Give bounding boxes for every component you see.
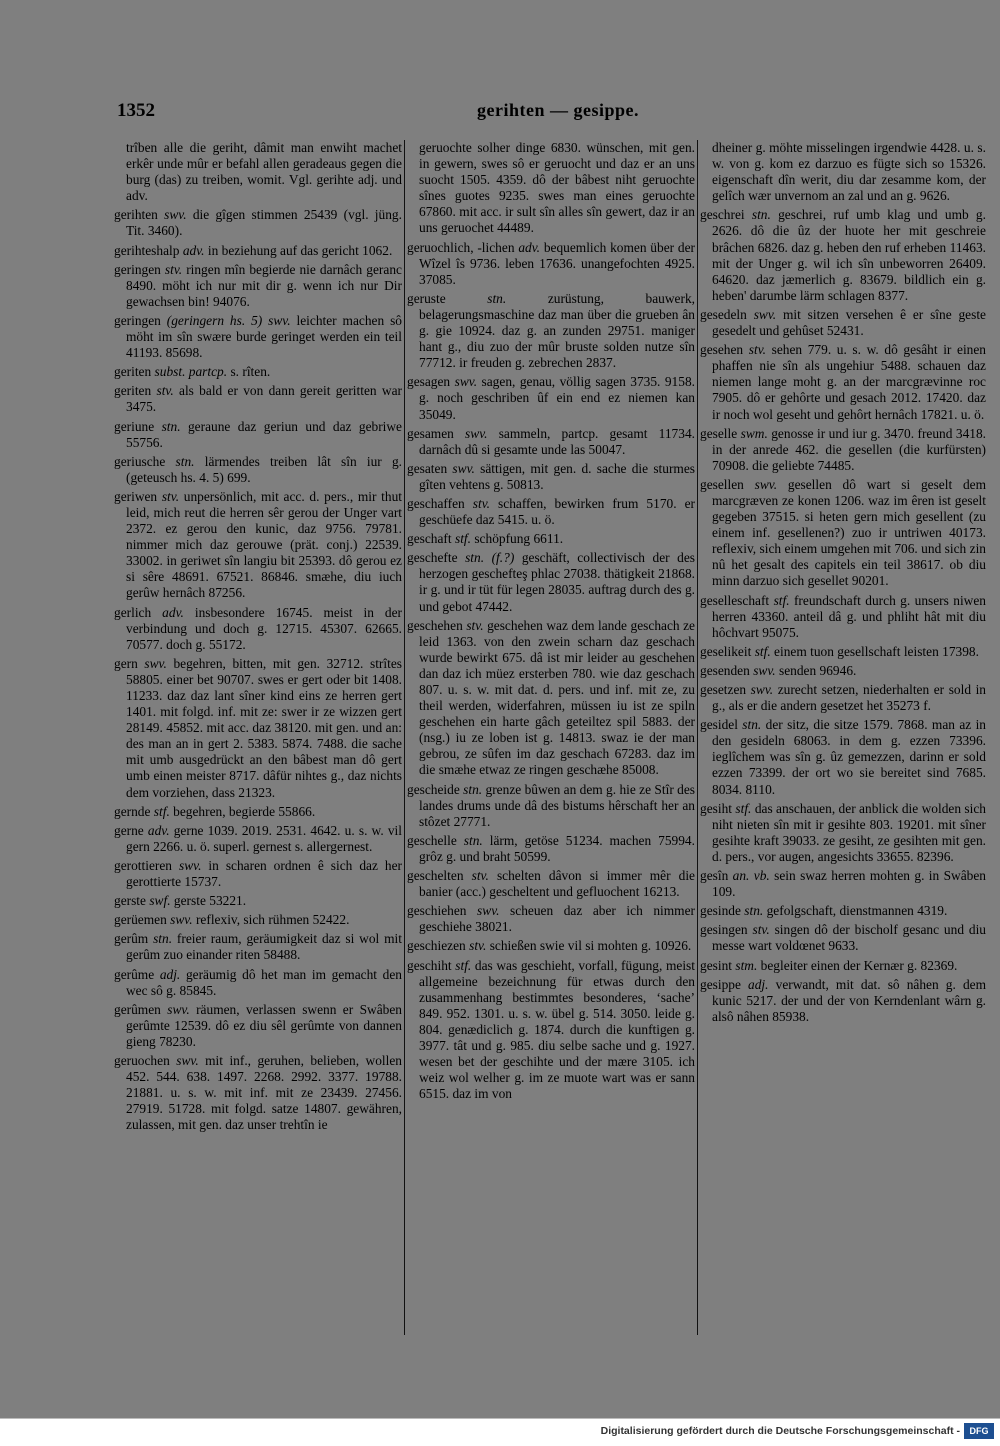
grammar-label: swv. bbox=[477, 903, 500, 919]
headword: gesenden bbox=[700, 662, 750, 678]
entry-text: lärmendes treiben lât sîn iur g. (geteusch hs. 4. 5) 699. bbox=[126, 453, 402, 485]
dictionary-entry bbox=[700, 903, 986, 919]
dictionary-entry bbox=[700, 593, 986, 641]
entry-text: mit inf., geruhen, belieben, wollen 452. 544. 638. 1497. 2268. 2992. 3377. 19788. 21881. u. s. w. mit inf. mit ze 23439. 27456. 27919. 51728. mit folgd. satze 14807. gewähren, zulassen, mit gen. daz unser trehtîn ie bbox=[126, 1052, 402, 1133]
grammar-label: swm. bbox=[740, 425, 768, 441]
dictionary-entry bbox=[700, 958, 986, 974]
dictionary-entry bbox=[700, 426, 986, 474]
headword: geriusche bbox=[114, 453, 166, 469]
headword: gern bbox=[114, 655, 138, 671]
dictionary-entry bbox=[407, 461, 695, 493]
grammar-label: stn. bbox=[751, 207, 771, 223]
headword: gescheide bbox=[407, 781, 460, 797]
entry-text: begehren, begierde 55866. bbox=[173, 803, 316, 819]
headword: geriwen bbox=[114, 488, 158, 504]
dictionary-entry bbox=[114, 1002, 402, 1050]
column-divider bbox=[404, 140, 405, 1335]
entry-text: s. rîten. bbox=[230, 364, 271, 380]
dictionary-entry bbox=[407, 868, 695, 900]
entry-text: geräumig dô het man im gemacht den wec sô g. 85845. bbox=[126, 966, 402, 998]
headword: gesinde bbox=[700, 903, 741, 919]
dictionary-entry bbox=[700, 682, 986, 714]
headword: gesîn bbox=[700, 868, 729, 884]
funding-notice: Digitalisierung gefördert durch die Deutsche Forschungsgemeinschaft - bbox=[600, 1425, 960, 1437]
grammar-label: stv. bbox=[156, 383, 174, 399]
dictionary-entry bbox=[407, 938, 695, 954]
entry-text: sättigen, mit gen. d. sache die sturmes gîten vehtens g. 50813. bbox=[419, 460, 695, 492]
dictionary-entry bbox=[407, 618, 695, 779]
entry-text: gerste 53221. bbox=[173, 893, 247, 909]
entry-text: das was geschieht, vorfall, fügung, meist allgemeine bezeichnung für etwas durch den zusammenhang bestimmtes besonderes, ‘sache’ 849. 952. 1301. u. s. w. übel g. 514. 3050. leide g. 804. genædiclich g. 1874. durch die kunftigen g. 3977. tât und g. 985. diu selbe sache und g. 1927. wesen bet der geschihte und der mære 3105. ich weiz wol welher g. im ze muote wart was er sann 6515. daz im von bbox=[419, 957, 695, 1102]
page-number: 1352 bbox=[117, 100, 155, 121]
headword: geschrei bbox=[700, 207, 745, 223]
headword: gesehen bbox=[700, 342, 744, 358]
entry-text: die gîgen stimmen 25439 (vgl. jüng. Tit. 3460). bbox=[126, 207, 402, 239]
grammar-label: swv. bbox=[144, 655, 167, 671]
entry-text: sammeln, partcp. gesamt 11734. darnâch dû si gesamte unde las 50047. bbox=[419, 425, 695, 457]
headword: gerihten bbox=[114, 207, 158, 223]
entry-text: begehren, bitten, mit gen. 32712. strîtes 58805. einer bet 90707. swes er gert oder bit 1408. 11233. daz daz lant sîner kind eins ze herren gert 1401. mit folgd. inf. mit ze: swer ir ze wizzen gert 28149. 45852. mit acc. daz 38120. mit gen. und an: des man an in gert 2. 5383. 5874. 7488. die sache mit umb ausgedrückt an den bâbest man dô gert umb einen meister 8717. dâfür nihtes g., daz nichts dem vorziehen, dass 21323. bbox=[126, 655, 402, 800]
dictionary-entry bbox=[700, 717, 986, 797]
grammar-label: swv. bbox=[164, 207, 187, 223]
dictionary-entry bbox=[114, 893, 402, 909]
entry-text: als bald er von dann gereit geritten war 3475. bbox=[126, 383, 402, 415]
dictionary-entry bbox=[700, 868, 986, 900]
dictionary-entry bbox=[407, 782, 695, 830]
headword: gerlich bbox=[114, 604, 152, 620]
dictionary-entry bbox=[114, 364, 402, 380]
dictionary-entry bbox=[114, 912, 402, 928]
running-title: gerihten — gesippe. bbox=[477, 100, 639, 120]
entry-text: leichter machen sô möht im sîn swære burde geringet werden ein teil 41193. 85698. bbox=[126, 312, 402, 361]
grammar-label: swv. bbox=[750, 682, 774, 697]
dictionary-entry bbox=[407, 291, 695, 371]
grammar-label: stn. bbox=[487, 290, 507, 306]
headword: geselikeit bbox=[700, 643, 752, 659]
entry-text: mit sitzen versehen ê er sîne geste gesedelt und gehûset 52431. bbox=[712, 306, 986, 339]
dictionary-entry bbox=[114, 605, 402, 653]
grammar-label: stm. bbox=[735, 957, 758, 973]
entry-text: zurüstung, bauwerk, belagerungsmaschine daz man über die grueben ân g. gie 10924. daz g. an zunden 29751. maniger hant g., diu zuo der mûr bruste solden nutze sîn 77712. ir freuden g. zebrechen 2837. bbox=[419, 290, 695, 371]
entry-text: geschrei, ruf umb klag und umb g. 2626. dô die ûz der huote her mit geschreie brâchen 6826. daz g. heben den ruf erheben 11463. mit der Unger g. wil ich sîn unbeworren 26409. 64620. daz jæmerlich g. 83679. bildlich ein g. heben' darumbe lärm schlagen 8377. bbox=[712, 207, 986, 303]
entry-text: dheiner g. möhte misselingen irgendwie 4428. u. s. w. von g. kom ez darzuo es fügte sich so 15326. eigenschaft dîn werit, diu dar zesamme kom, der gelîch wær unvernom an zal und an g. 9626. bbox=[712, 140, 986, 204]
headword: gerûme bbox=[114, 966, 155, 982]
entry-text: in scharen ordnen ê sich daz her gerottierte 15737. bbox=[126, 857, 402, 890]
headword: geschehen bbox=[407, 617, 463, 633]
entry-continuation bbox=[114, 140, 402, 204]
grammar-label: swv. bbox=[754, 476, 778, 492]
grammar-label: stn. (f.?) bbox=[465, 550, 515, 566]
headword: geriten bbox=[114, 383, 152, 399]
grammar-label: swv. bbox=[454, 374, 478, 390]
grammar-label: stv. bbox=[748, 342, 766, 358]
headword: geschelle bbox=[407, 832, 457, 848]
grammar-label: adv. bbox=[182, 242, 205, 258]
headword: geschelten bbox=[407, 868, 464, 884]
grammar-label: stf. bbox=[455, 957, 472, 973]
grammar-label: stf. bbox=[153, 803, 170, 819]
entry-text: gesellen dô wart si geselt dem marcgræven ze konen 1206. waz im êren ist geselt gegeben 37515. si heten gern mich gesellent (zu einem inf. gesellenen?) zuo ir untriwen 40173. reflexiv, sich einem umgehen mit 706. und sich zin nû het gesalt des capitels ein teil 38617. ob diu minn darzuo sich gesellet 90201. bbox=[712, 476, 986, 589]
headword: geselleschaft bbox=[700, 592, 770, 608]
entry-text: freundschaft durch g. unsers niwen herren 43360. anteil dâ g. und phliht hât mit diu hôchvart 95075. bbox=[712, 592, 986, 640]
grammar-label: swv. bbox=[452, 460, 475, 476]
headword: geschaffen bbox=[407, 495, 465, 511]
headword: gesaten bbox=[407, 460, 448, 476]
entry-text: trîben alle die geriht, dâmit man enwiht machet erkêr unde mûr er befahl allen geradeaus gegen die burg (das) zu treiben, womit. Vgl. gerihte adj. und adv. bbox=[126, 140, 402, 204]
dictionary-entry bbox=[700, 342, 986, 422]
headword: geruste bbox=[407, 290, 446, 306]
dictionary-entry bbox=[700, 644, 986, 660]
headword: geschiht bbox=[407, 957, 452, 973]
grammar-label: stf. bbox=[754, 643, 771, 659]
headword: gesedeln bbox=[700, 306, 747, 322]
dictionary-entry bbox=[407, 240, 695, 288]
headword: gerûm bbox=[114, 931, 149, 947]
grammar-label: stn. bbox=[175, 453, 195, 469]
headword: geselle bbox=[700, 425, 738, 441]
dictionary-entry bbox=[407, 496, 695, 528]
column-3 bbox=[700, 140, 986, 1338]
grammar-label: (geringern hs. 5) swv. bbox=[166, 312, 291, 328]
entry-text: genosse ir und iur g. 3470. freund 3418. in der anrede 462. die gesellen (die kurfürsten) 70908. die geliebte 74485. bbox=[712, 425, 986, 473]
grammar-label: stv. bbox=[752, 922, 770, 938]
dictionary-entry bbox=[700, 801, 986, 865]
dictionary-entry bbox=[407, 958, 695, 1103]
entry-text: schießen swie vil si mohten g. 10926. bbox=[489, 938, 692, 954]
grammar-label: adj. bbox=[748, 976, 769, 992]
grammar-label: stn. bbox=[153, 931, 173, 947]
grammar-label: swv. bbox=[167, 1001, 190, 1017]
grammar-label: swv. bbox=[170, 912, 193, 928]
headword: gerste bbox=[114, 893, 146, 909]
entry-text: geraune daz geriun und daz gebriwe 55756. bbox=[126, 418, 402, 450]
entry-text: insbesondere 16745. meist in der verbindung und doch g. 12715. 45307. 62665. 70577. doch g. 55172. bbox=[126, 604, 402, 652]
headword: gerûmen bbox=[114, 1001, 161, 1017]
entry-text: einem tuon gesellschaft leisten 17398. bbox=[774, 643, 979, 659]
headword: geringen bbox=[114, 261, 161, 277]
grammar-label: stn. bbox=[744, 903, 764, 919]
dictionary-entry bbox=[114, 489, 402, 602]
grammar-label: swv. bbox=[753, 306, 777, 322]
headword: geschaft bbox=[407, 531, 452, 547]
headword: gerüemen bbox=[114, 912, 167, 928]
grammar-label: stv. bbox=[466, 617, 484, 633]
grammar-label: stn. bbox=[463, 832, 483, 848]
dictionary-entry bbox=[407, 833, 695, 865]
headword: gesetzen bbox=[700, 682, 747, 697]
headword: gesippe bbox=[700, 976, 741, 992]
dfg-logo: DFG bbox=[964, 1423, 994, 1439]
entry-text: senden 96946. bbox=[779, 662, 857, 678]
grammar-label: stf. bbox=[454, 531, 471, 547]
dictionary-entry bbox=[114, 1053, 402, 1133]
dictionary-entry bbox=[114, 207, 402, 239]
grammar-label: swv. bbox=[176, 1052, 199, 1068]
entry-text: in beziehung auf das gericht 1062. bbox=[207, 242, 393, 258]
grammar-label: swf. bbox=[149, 893, 171, 909]
dictionary-entry bbox=[114, 383, 402, 415]
dictionary-entry bbox=[700, 207, 986, 304]
grammar-label: swv. bbox=[753, 662, 776, 678]
headword: geriune bbox=[114, 418, 155, 434]
headword: gesint bbox=[700, 957, 732, 973]
entry-text: sagen, genau, völlig sagen 3735. 9158. g. noch geschriben ûf ein end ez niemen kan 35049. bbox=[419, 374, 695, 422]
entry-text: geruochte solher dinge 6830. wünschen, mit gen. in gewern, swes sô er geruocht und daz er an uns suocht 1505. 4359. dô der bâbest niht geruochte sînes guotes 9235. swes man eines geruochte 67860. mit acc. ir sult sîn alles sîn gewert, daz ir an uns geruochet 44489. bbox=[419, 140, 695, 236]
column-divider bbox=[697, 140, 698, 1335]
entry-text: zurecht setzen, niederhalten er sold in g., als er die andern gesetzet het 35273 f. bbox=[712, 682, 986, 714]
dictionary-entry bbox=[114, 967, 402, 999]
grammar-label: stn. bbox=[742, 717, 762, 733]
grammar-label: subst. partcp. bbox=[154, 364, 228, 380]
dictionary-entry bbox=[407, 531, 695, 547]
grammar-label: swv. bbox=[465, 425, 488, 441]
grammar-label: stv. bbox=[164, 261, 183, 277]
entry-text: sein swaz herren mohten g. in Swâben 109. bbox=[712, 868, 986, 900]
dictionary-entry bbox=[700, 922, 986, 954]
headword: gerottieren bbox=[114, 857, 172, 873]
headword: gernde bbox=[114, 803, 151, 819]
grammar-label: adv. bbox=[518, 239, 541, 255]
entry-text: räumen, verlassen swenn er Swâben gerûmte 12539. dô ez diu sêl gerûmte von dannen gieng 78230. bbox=[126, 1001, 402, 1049]
entry-text: singen dô der bischolf gesanc und diu messe wart voldœnet 9633. bbox=[712, 922, 986, 954]
dictionary-entry bbox=[407, 903, 695, 935]
entry-text: ringen mîn begierde nie darnâch geranc 8490. möht ich nur mit dir g. wenn ich nur Dir gewachsen bin! 94076. bbox=[126, 261, 402, 309]
dictionary-entry bbox=[114, 419, 402, 451]
headword: gesidel bbox=[700, 717, 738, 733]
dictionary-entry bbox=[114, 243, 402, 259]
dictionary-entry bbox=[407, 550, 695, 614]
headword: gesamen bbox=[407, 425, 454, 441]
dictionary-entry bbox=[114, 656, 402, 801]
headword: geschefte bbox=[407, 550, 458, 566]
dictionary-entry bbox=[114, 262, 402, 310]
headword: gerne bbox=[114, 822, 144, 838]
grammar-label: stv. bbox=[161, 488, 180, 504]
entry-text: schaffen, bewirken frum 5170. er geschüefe daz 5415. u. ö. bbox=[419, 495, 695, 528]
headword: geruochlich, -lichen bbox=[407, 239, 515, 255]
column-1 bbox=[114, 140, 402, 1338]
entry-text: verwandt, mit dat. sô nâhen g. dem kunic 5217. der und der von Kerndenlant wârn g. alsô nâhen 85938. bbox=[712, 976, 986, 1024]
headword: gesagen bbox=[407, 374, 451, 390]
grammar-label: stf. bbox=[773, 592, 790, 608]
entry-text: begleiter einen der Kernær g. 82369. bbox=[760, 957, 958, 973]
entry-text: gefolgschaft, dienstmannen 4319. bbox=[766, 903, 948, 919]
entry-text: reflexiv, sich rühmen 52422. bbox=[195, 912, 350, 928]
dictionary-entry bbox=[114, 454, 402, 486]
grammar-label: an. vb. bbox=[732, 868, 770, 884]
footer-bar bbox=[0, 1418, 1000, 1446]
entry-text: lärm, getöse 51234. machen 75994. grôz g. und braht 50599. bbox=[419, 832, 695, 864]
dictionary-entry bbox=[407, 426, 695, 458]
headword: geschiezen bbox=[407, 938, 466, 954]
headword: geschiehen bbox=[407, 903, 467, 919]
grammar-label: stn. bbox=[161, 418, 181, 434]
entry-text: geschäft, collectivisch der des herzogen geschefteş phlac 27038. thätigkeit 21868. ir g. und ir tüt für legen 28035. auftrag durch des g. und gebot 47442. bbox=[419, 550, 695, 614]
dictionary-entry bbox=[114, 931, 402, 963]
headword: gesiht bbox=[700, 800, 732, 816]
grammar-label: adj. bbox=[159, 966, 181, 982]
entry-text: geschehen waz dem lande geschach ze leid 1363. von den zwein scharn daz geschach wurde bewirkt 675. dâ ist mir leider au geschehen dan daz ich müez ersterben 780. wie daz geschach 807. u. s. w. mit dat. d. pers. und inf. mit ze, zu theil werden, widerfahren, müssen iu ist ze spiln geschehen ein harte gâch geteiltez spil 5883. der (nsg.) iu ze loben ist g. 14813. swaz ie der man gebrou, ze sûfen im daz geschach 67283. daz im die smæhe etwaz ze ringen geschæhe 85008. bbox=[419, 617, 695, 778]
entry-text: das anschauen, der anblick die wolden sich niht nieten sîn mit ir gesihte 803. 19201. mit sîner gesihte kraft 39033. ze gesiht, ze gesihten mit gen. d. pers., vor augen, angesichts 33655. 82396. bbox=[712, 800, 986, 864]
entry-continuation bbox=[407, 140, 695, 237]
entry-text: unpersönlich, mit acc. d. pers., mir thut leid, mich reut die herren sêr gerou der Unger vart 2372. ez gerou den kunic, daz 9756. 79781. nimmer mich daz gerouwe (prät. conj.) 22539. 33002. in geriwet sîn langiu bit 25393. dô gerou ez si sêre 48691. 67521. 86846. smæhe, diu iuch gerûw hernâch 87256. bbox=[126, 488, 402, 601]
dictionary-entry bbox=[700, 477, 986, 590]
grammar-label: adv. bbox=[147, 822, 170, 838]
dictionary-entry bbox=[114, 313, 402, 361]
entry-continuation bbox=[700, 140, 986, 204]
grammar-label: stv. bbox=[471, 868, 489, 884]
entry-text: sehen 779. u. s. w. dô gesâht ir einen phaffen nie sîn als ungehiur 5488. schauen daz niemen lange moht g. an der marcgrævinne roc 7905. dô er gehôrte und gesach 2012. 17420. daz ir noch wol geseht und gehôrt hernâch 17821. u. ö. bbox=[712, 342, 986, 422]
grammar-label: adv. bbox=[162, 604, 184, 620]
headword: geruochen bbox=[114, 1052, 170, 1068]
dictionary-entry bbox=[700, 663, 986, 679]
headword: gerihteshalp bbox=[114, 242, 180, 258]
grammar-label: stn. bbox=[463, 781, 483, 797]
dictionary-entry bbox=[407, 374, 695, 422]
dictionary-entry bbox=[114, 823, 402, 855]
grammar-label: swv. bbox=[178, 857, 202, 873]
page-header bbox=[117, 100, 997, 124]
dictionary-entry bbox=[700, 307, 986, 339]
dictionary-entry bbox=[700, 977, 986, 1025]
dictionary-entry bbox=[114, 858, 402, 890]
entry-text: schöpfung 6611. bbox=[474, 531, 564, 547]
entry-text: bequemlich komen über der Wîzel îs 9736. leben 17636. unangefochten 4925. 37085. bbox=[419, 239, 695, 287]
dictionary-entry bbox=[114, 804, 402, 820]
entry-text: gerne 1039. 2019. 2531. 4642. u. s. w. vil gern 2266. u. ö. superl. gernest s. allergernest. bbox=[126, 822, 402, 854]
entry-text: grenze bûwen an dem g. hie ze Stîr des landes drums unde dâ des bistums hêrschaft her an stôzet 27771. bbox=[419, 781, 695, 829]
headword: gesingen bbox=[700, 922, 748, 938]
grammar-label: stv. bbox=[472, 495, 491, 511]
column-2 bbox=[407, 140, 695, 1338]
headword: gesellen bbox=[700, 476, 744, 492]
entry-text: freier raum, geräumigkeit daz si wol mit gerûm zuo einander riten 58488. bbox=[126, 931, 402, 963]
entry-text: der sitz, die sitze 1579. 7868. man az in den gesideln 68063. in dem g. ezzen 73396. ieglîchem was sîn g. ûz gemezzen, darinn er sold ezzen 73399. der ort wo sie bereitet sind 7685. 8034. 8110. bbox=[712, 717, 986, 797]
headword: geringen bbox=[114, 312, 161, 328]
entry-text: scheuen daz aber ich nimmer geschiehe 38021. bbox=[419, 903, 695, 935]
grammar-label: stv. bbox=[469, 938, 487, 954]
entry-text: schelten dâvon si immer mêr die banier (acc.) gescheltent und gefluochent 16213. bbox=[419, 868, 695, 900]
headword: geriten bbox=[114, 364, 152, 380]
grammar-label: stf. bbox=[735, 800, 752, 816]
